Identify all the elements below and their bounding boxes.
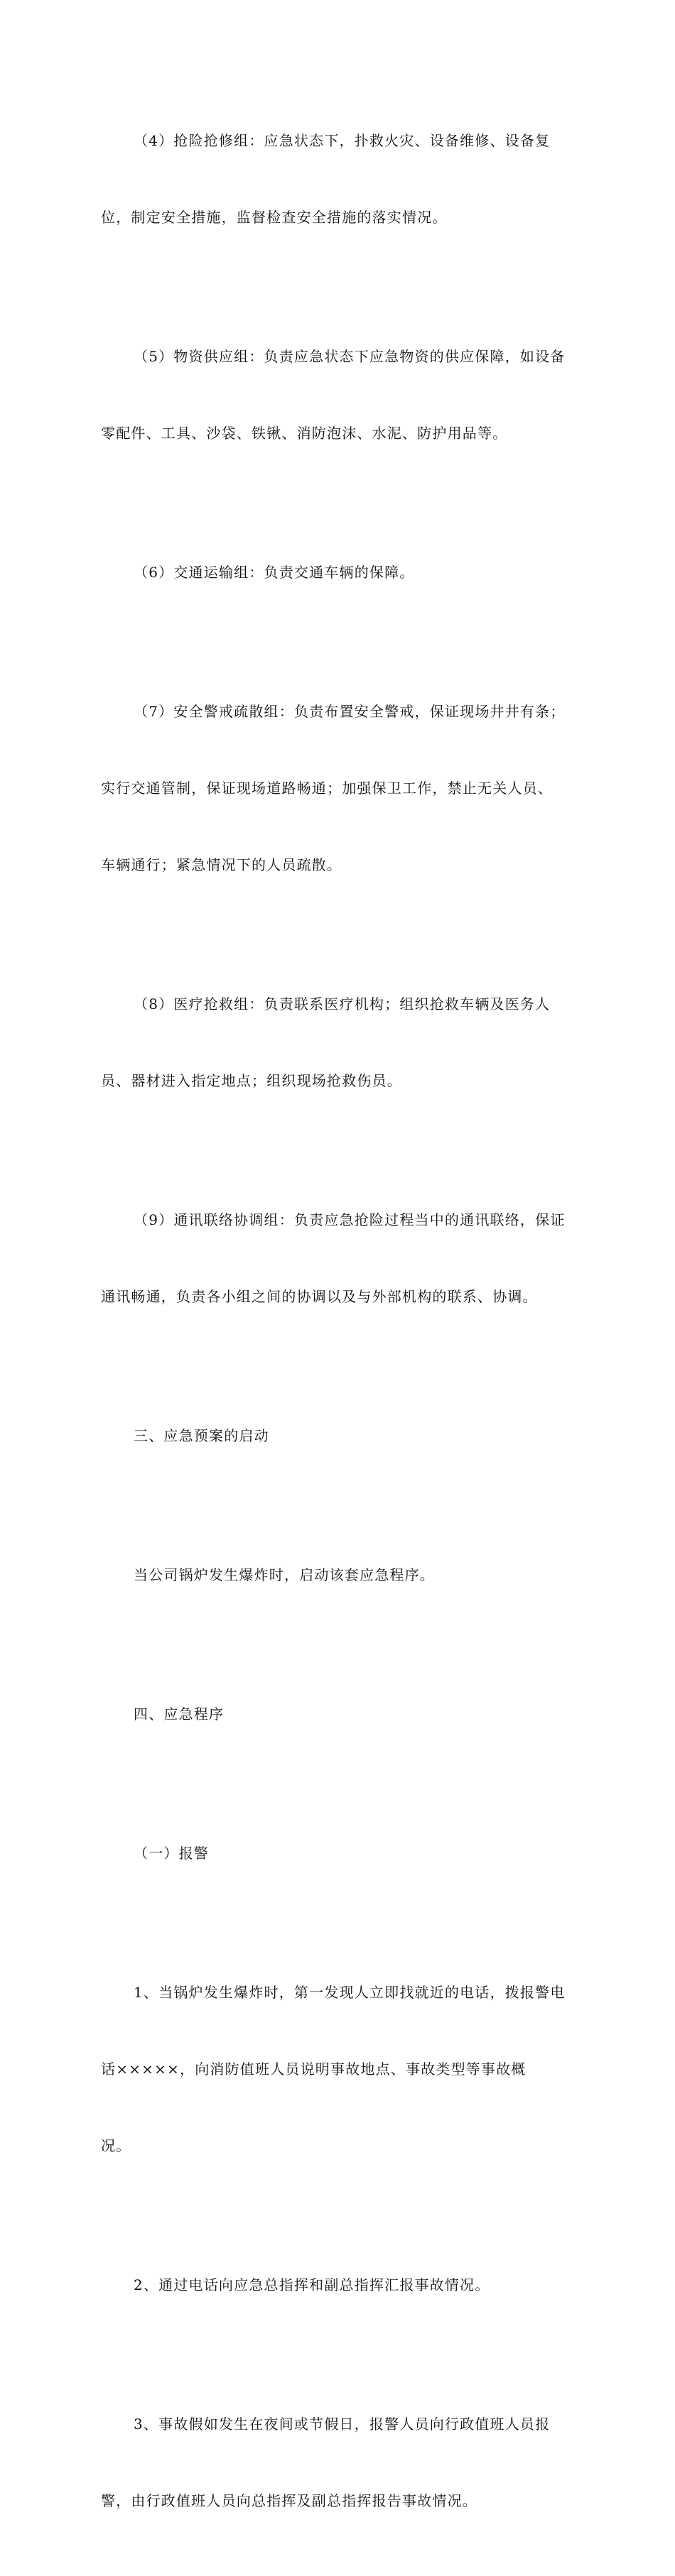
text-line: （一）报警 [134, 1845, 209, 1862]
paragraph-supply-group [101, 293, 577, 497]
text-line: 实行交通管制，保证现场道路畅通；加强保卫工作，禁止无关人员、 [101, 780, 553, 797]
section-heading-plan-activation [101, 1372, 577, 1500]
section-heading-emergency-procedure [101, 1650, 577, 1778]
paragraph-activation-condition [101, 1511, 577, 1639]
text-line: 3、事故假如发生在夜间或节假日，报警人员向行政值班人员报 [134, 2416, 551, 2433]
paragraph-alarm-step-2 [101, 2221, 577, 2349]
text-line: （9）通讯联络协调组：负责应急抢险过程当中的通讯联络，保证 [134, 1211, 566, 1228]
text-line: 四、应急程序 [134, 1705, 225, 1723]
paragraph-alarm-step-1 [101, 1928, 577, 2210]
text-line: 话×××××，向消防值班人员说明事故地点、事故类型等事故概 [101, 2061, 526, 2078]
text-line: 2、通过电话向应急总指挥和副总指挥汇报事故情况。 [134, 2276, 490, 2293]
paragraph-alarm-step-3 [101, 2360, 577, 2565]
paragraph-security-evacuation-group [101, 648, 577, 929]
text-line: （8）医疗抢救组：负责联系医疗机构；组织抢救车辆及医务人 [134, 995, 551, 1013]
text-line: 1、当锅炉发生爆炸时，第一发现人立即找就近的电话，拨报警电 [134, 1984, 566, 2001]
text-line: （6）交通运输组：负责交通车辆的保障。 [134, 564, 415, 581]
paragraph-rescue-repair-group [101, 77, 577, 281]
text-line: 况。 [101, 2137, 131, 2154]
text-line: 当公司锅炉发生爆炸时，启动该套应急程序。 [134, 1566, 435, 1583]
text-line: （4）抢险抢修组：应急状态下，扑救火灾、设备维修、设备复 [134, 132, 551, 149]
paragraph-transport-group [101, 508, 577, 636]
text-line: 员、器材进入指定地点；组织现场抢救伤员。 [101, 1072, 402, 1089]
text-line: 通讯畅通，负责各小组之间的协调以及与外部机构的联系、协调。 [101, 1288, 538, 1305]
paragraph-medical-group [101, 940, 577, 1145]
text-line: （5）物资供应组：负责应急状态下应急物资的供应保障，如设备 [134, 348, 566, 365]
paragraph-communication-group [101, 1156, 577, 1360]
text-line: 警，由行政值班人员向总指挥及副总指挥报告事故情况。 [101, 2492, 477, 2509]
text-line: 零配件、工具、沙袋、铁锹、消防泡沫、水泥、防护用品等。 [101, 425, 508, 442]
text-line: 车辆通行；紧急情况下的人员疏散。 [101, 856, 342, 873]
document-body [101, 77, 577, 2576]
text-line: 三、应急预案的启动 [134, 1427, 269, 1444]
text-line: （7）安全警戒疏散组：负责布置安全警戒，保证现场井井有条； [134, 703, 566, 720]
subsection-heading-alarm [101, 1789, 577, 1917]
text-line: 位，制定安全措施，监督检查安全措施的落实情况。 [101, 209, 448, 226]
